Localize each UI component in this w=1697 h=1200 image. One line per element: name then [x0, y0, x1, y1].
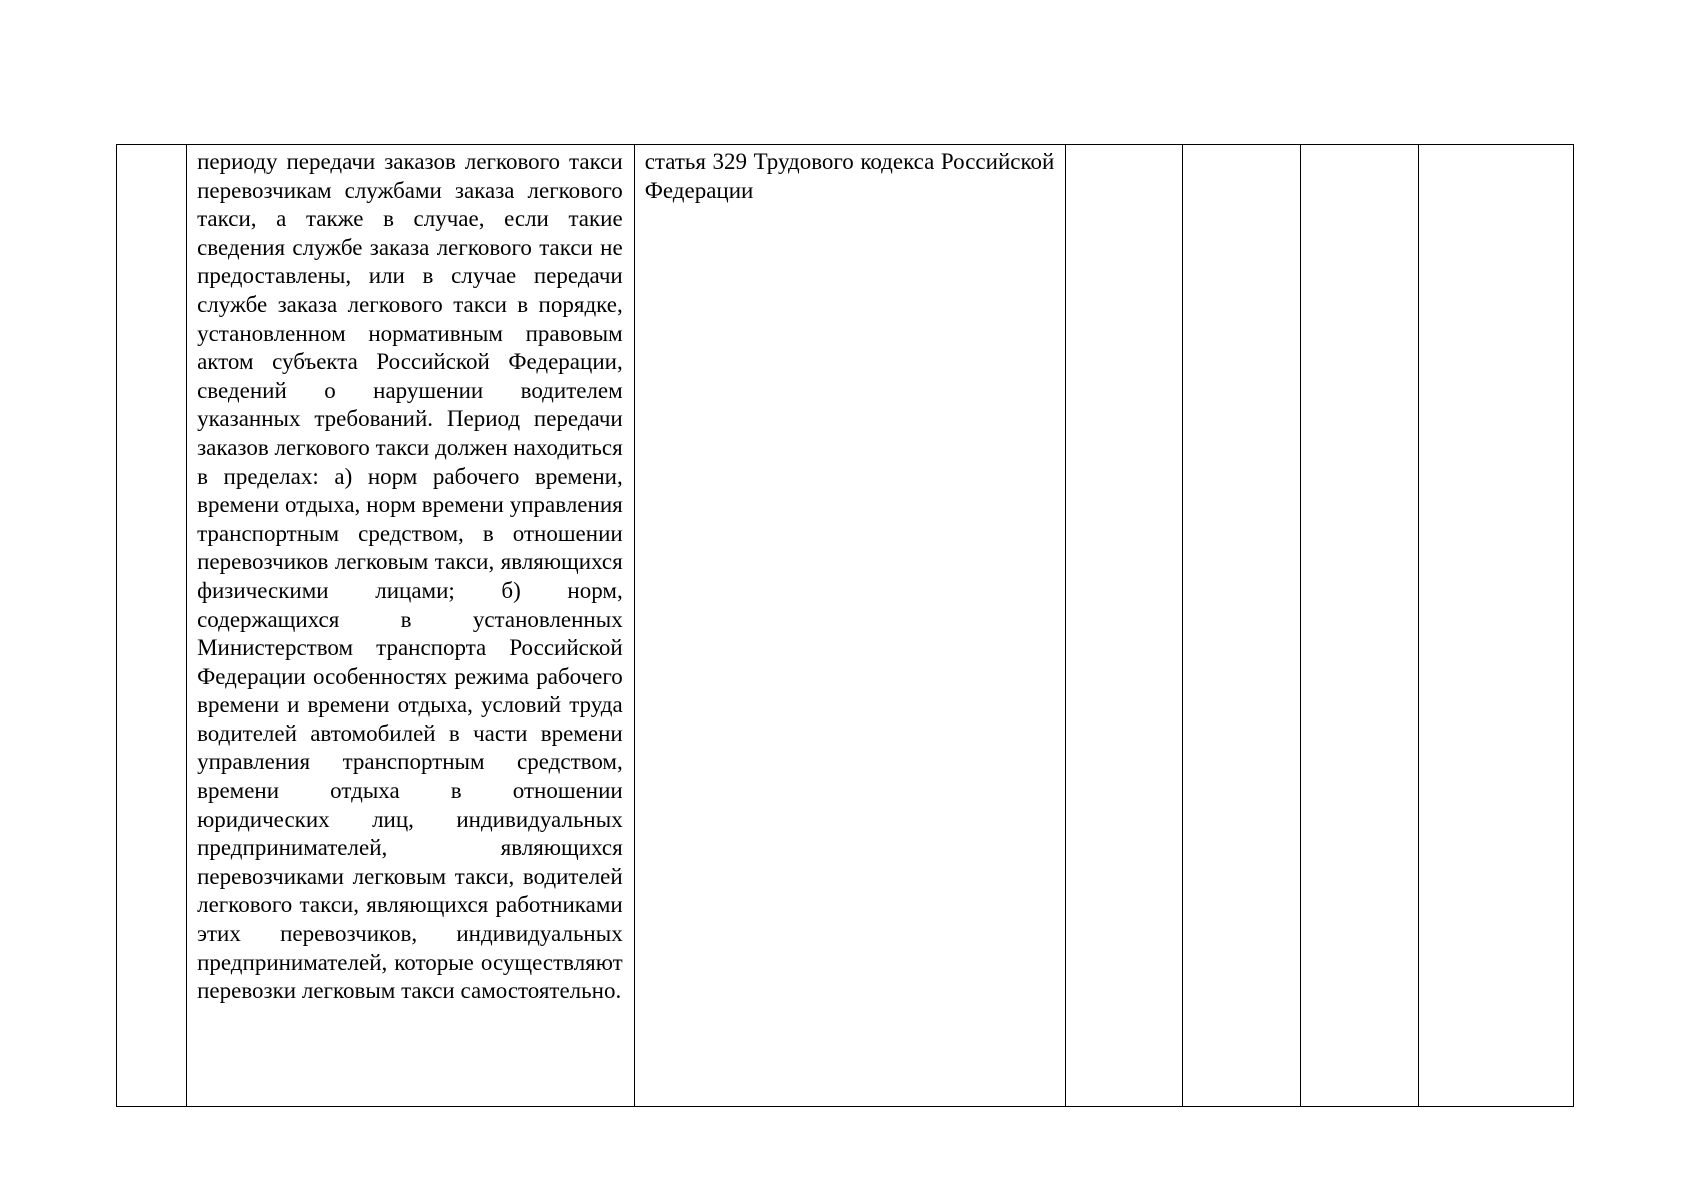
cell-empty-4	[1066, 145, 1183, 1107]
requirement-text: периоду передачи заказов легкового такси перевозчикам службами заказа легкового такси, а также в случае, если такие сведения службе заказа легкового такси не предоставлены, или в случае передачи службе заказа легкового такси в порядке, установленном нормативным правовым актом субъекта Российской Федерации, сведений о нарушении водителем указанных требований. Период передачи заказов легкового такси должен находиться в пределах: а) норм рабочего времени, времени отдыха, норм времени управления транспортным средством, в отношении перевозчиков легковым такси, являющихся физическими лицами; б) норм, содержащихся в установленных Министерством транспорта Российской Федерации особенностях режима рабочего времени и времени отдыха, условий труда водителей автомобилей в части времени управления транспортным средством, времени отдыха в отношении юридических лиц, индивидуальных предпринимателей, являющихся перевозчиками легковым такси, водителей легкового такси, являющихся работниками этих перевозчиков, индивидуальных предпринимателей, которые осуществляют перевозки легковым такси самостоятельно.	[197, 149, 623, 1004]
cell-requirement	[187, 145, 635, 1107]
cell-empty-7	[1418, 145, 1573, 1107]
cell-empty-5	[1183, 145, 1300, 1107]
cell-number	[117, 145, 187, 1107]
cell-empty-6	[1300, 145, 1418, 1107]
requirements-table	[116, 144, 1574, 1107]
legal-reference-text: статья 329 Трудового кодекса Российской Федерации	[644, 149, 1055, 203]
cell-legal-reference	[634, 145, 1066, 1107]
table-row	[117, 145, 1574, 1107]
